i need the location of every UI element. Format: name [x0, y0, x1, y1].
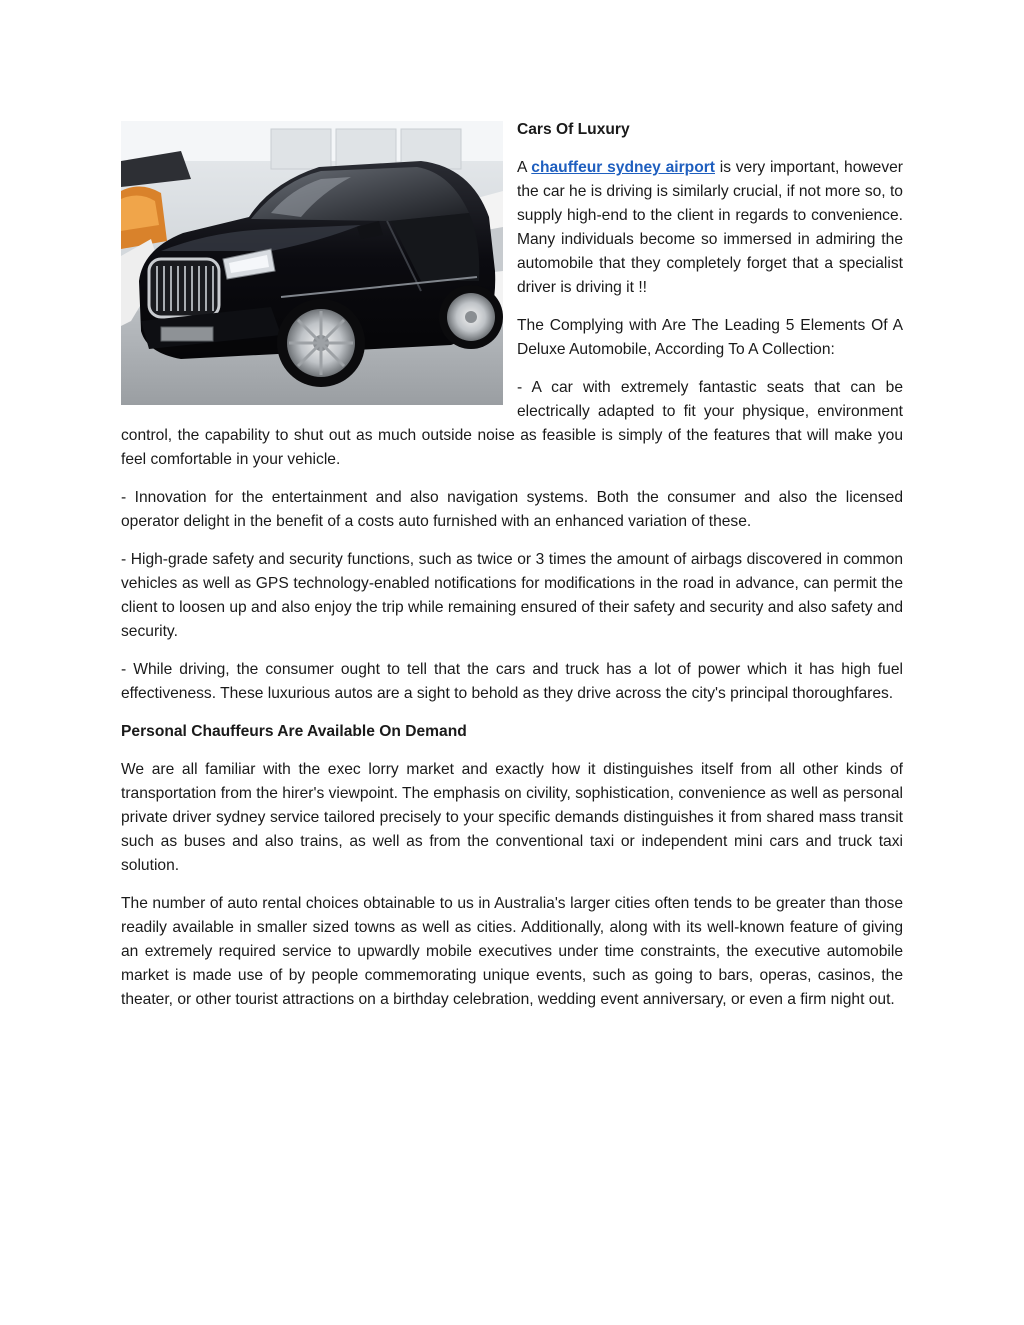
feature-point: - Innovation for the entertainment and also navigation systems. Both the consumer and also the licensed operator delight in the benefit of a costs auto furnished with an enhanced variation of these.	[121, 489, 903, 530]
body-paragraph: We are all familiar with the exec lorry market and exactly how it distinguishes itself from all other kinds of transportation from the hirer's viewpoint. The emphasis on civility, sophistication, convenience as well as personal private driver sydney service tailored precisely to your specific demands distinguishes it from shared mass transit such as buses and also trains, as well as from the conventional taxi or independent mini cars and truck taxi solution.	[121, 761, 903, 874]
chauffeur-sydney-airport-link[interactable]: chauffeur sydney airport	[531, 159, 715, 176]
feature-point: - While driving, the consumer ought to tell that the cars and truck has a lot of power which it has high fuel effectiveness. These luxurious autos are a sight to behold as they drive across the city's principal thoroughfares.	[121, 661, 903, 702]
section-heading-cars-of-luxury: Cars Of Luxury	[517, 121, 630, 138]
body-paragraph: The number of auto rental choices obtainable to us in Australia's larger cities often tends to be greater than those readily available in smaller sized towns as well as cities. Additionally, along with its well-known feature of giving an extremely required service to upwardly mobile executives under time constraints, the executive automobile market is made use of by people commemorating unique events, such as going to bars, operas, casinos, the theater, or other tourist attractions on a birthday celebration, wedding event anniversary, or even a firm night out.	[121, 895, 903, 1008]
list-intro-paragraph: The Complying with Are The Leading 5 Elements Of A Deluxe Automobile, According To A Collection:	[517, 317, 903, 358]
section-heading-personal-chauffeurs: Personal Chauffeurs Are Available On Demand	[121, 723, 467, 740]
intro-prefix: A	[517, 159, 532, 176]
feature-point: - High-grade safety and security functions, such as twice or 3 times the amount of airbags discovered in common vehicles as well as GPS technology-enabled notifications for modifications in the road in advance, can permit the client to loosen up and also enjoy the trip while remaining ensured of their safety and security and also safety and security.	[121, 551, 903, 640]
article-body	[121, 118, 903, 1026]
intro-suffix: is very important, however the car he is driving is similarly crucial, if not more so, to supply high-end to the client in regards to convenience. Many individuals become so immersed in admiring the automobile that they completely forget that a specialist driver is driving it !!	[517, 159, 903, 296]
feature-point: - A car with extremely fantastic seats that can be electrically adapted to fit your physique, environment control, the capability to shut out as much outside noise as feasible is simply of the features that will make you feel comfortable in your vehicle.	[121, 379, 903, 468]
luxury-car-photo	[121, 121, 503, 405]
